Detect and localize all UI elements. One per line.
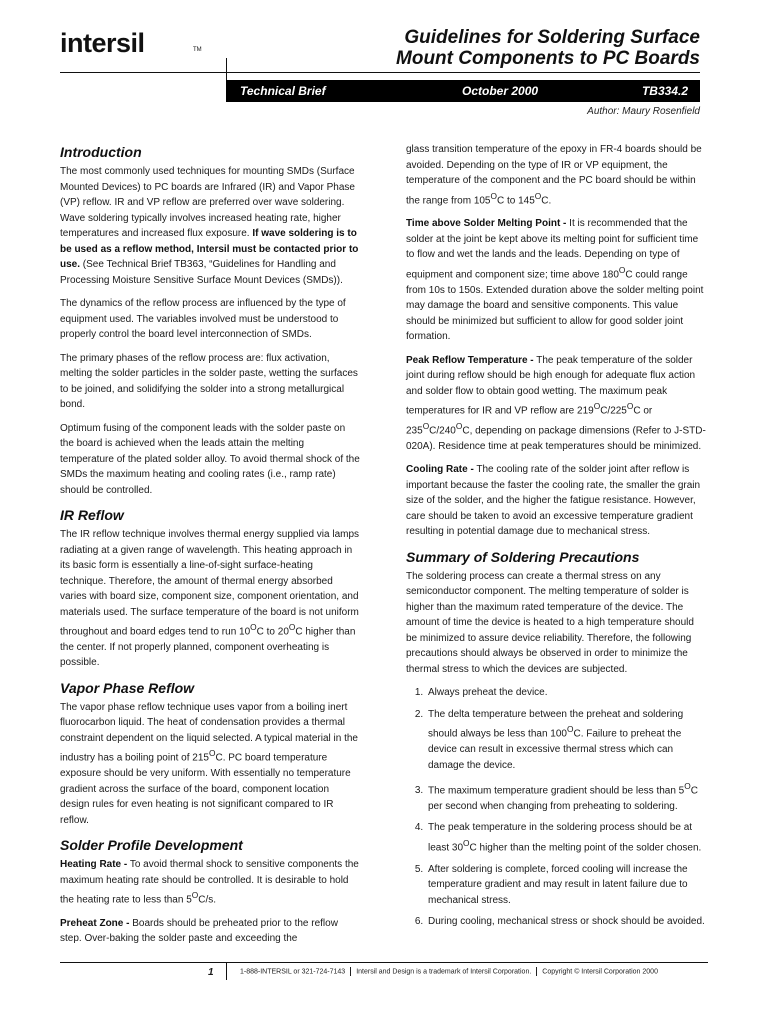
- header-divider: [226, 58, 227, 80]
- footer-rule: [60, 962, 708, 963]
- author-line: Author: Maury Rosenfield: [587, 106, 700, 117]
- title-line-1: Guidelines for Soldering Surface: [404, 27, 700, 48]
- peak-reflow-paragraph: Peak Reflow Temperature - The peak temperature of the solder joint during reflow should be high enough for adequate flux action and solder flow to obtain good wetting. The maximum peak temperatures for IR and VP reflow are $219^OC/225^OC$ or $235^OC/240^OC$, depending on package dimensions (Refer to J-STD-020A). Residence time at peak temperatures should be minimized.: [406, 354, 706, 452]
- ir-reflow-paragraph: The IR reflow technique involves thermal energy supplied via lamps radiating at a given range of wavelength. This heating approach in its basic form is essentially a line-of-sight surface-heating technique. Therefore, the amount of thermal energy absorbed varies with board size, component size, component orientation, and materials used. The surface temperature of the board is not uniform throughout and board edges tend to run $10^OC$ to $20^OC$ higher than the center. If not properly planned, component overheating is possible.: [60, 529, 360, 669]
- list-item: 2. The delta temperature between the preheat and soldering should always be less than $100^OC$. Failure to preheat the device can result in excessive thermal stress which can damage the device.: [426, 707, 706, 773]
- page-number: 1: [208, 967, 214, 978]
- footer-trademark: Intersil and Design is a trademark of Intersil Corporation.: [356, 968, 532, 976]
- banner-date: October 2000: [462, 84, 539, 98]
- list-item: 5. After soldering is complete, forced cooling will increase the temperature gradient and may result in latent failure due to mechanical stress.: [426, 862, 706, 909]
- intro-paragraph-2: The dynamics of the reflow process are influenced by the type of equipment used. The variables involved must be understood to properly control the board level interconnection of SMDs.: [60, 298, 346, 340]
- ir-reflow-heading: IR Reflow: [60, 507, 124, 523]
- summary-paragraph: The soldering process can create a thermal stress on any semiconductor component. The melting temperature of solder is higher than the maximum rated temperature of the device. The amount of time the device is heated to a high temperature should be minimized to assure device reliability. Therefore, the following precautions should always be observed in order to minimize the thermal stress to which the devices are subjected.: [406, 570, 694, 675]
- document-title: [396, 27, 700, 69]
- heating-rate-paragraph: Heating Rate - To avoid thermal shock to sensitive components the maximum heating rate should be controlled. It is desirable to hold the heating rate to less than $5^OC/s$.: [60, 859, 359, 906]
- footer-text: [240, 967, 658, 976]
- intro-paragraph-4: Optimum fusing of the component leads with the solder paste on the board is achieved when the leads attain the melting temperature of the plated solder alloy. To avoid thermal shock of the SMDs the maximum heating and cooling rates (i.e., ramp rate) should be controlled.: [60, 422, 360, 496]
- introduction-heading: Introduction: [60, 144, 142, 160]
- left-column: [60, 143, 360, 955]
- intersil-logo: intersil: [60, 28, 145, 58]
- list-item: 6. During cooling, mechanical stress or shock should be avoided.: [426, 914, 706, 930]
- precautions-list: [406, 685, 706, 929]
- cooling-rate-paragraph: Cooling Rate - The cooling rate of the solder joint after reflow is important because the faster the cooling rate, the smaller the grain size of the solder, and the higher the fatigue resistance. However, care should be taken to avoid an excessive temperature gradient resulting in potential damage due to mechanical stress.: [406, 464, 701, 538]
- continued-paragraph: glass transition temperature of the epoxy in FR-4 boards should be avoided. Depending on the type of IR or VP equipment, the temperature of the component and the PC board should be within the range from $105^OC$ to $145^OC$.: [406, 144, 702, 206]
- list-item: 3. The maximum temperature gradient should be less than $5^OC$ per second when changing from preheating to soldering.: [426, 779, 706, 814]
- footer-divider: [226, 962, 227, 980]
- footer-phone: 1-888-INTERSIL or 321-724-7143: [240, 968, 346, 976]
- banner-doc-type: Technical Brief: [240, 84, 326, 98]
- intro-paragraph-3: The primary phases of the reflow process are: flux activation, melting the solder particles in the solder paste, wetting the surfaces to be joined, and solidifying the solder into a strong metallurgical bond.: [60, 352, 358, 410]
- wave-soldering-warning: If wave soldering is to be used as a reflow method, Intersil must be contacted prior to use.: [60, 228, 359, 270]
- header-rule: [60, 72, 700, 73]
- summary-heading: Summary of Soldering Precautions: [406, 548, 640, 565]
- footer-copyright: Copyright © Intersil Corporation 2000: [542, 968, 658, 976]
- header-banner: [226, 80, 700, 102]
- list-item: 1. Always preheat the device.: [426, 685, 706, 701]
- solder-profile-heading: Solder Profile Development: [60, 837, 243, 854]
- intro-paragraph-1: The most commonly used techniques for mounting SMDs (Surface Mounted Devices) to PC boards are Infrared (IR) and Vapor Phase (VP) reflow. IR and VP reflow are preferred over wave soldering. Wave soldering typically involves increased heating rate, higher temperatures and increased flux exposure. If wave soldering is to be used as a reflow method, Intersil must be contacted prior to use. (See Technical Brief TB363, “Guidelines for Handling and Processing Moisture Sensitive Surface Mount Devices (SMDs)).: [60, 166, 359, 286]
- title-line-2: Mount Components to PC Boards: [396, 48, 700, 69]
- vapor-phase-heading: Vapor Phase Reflow: [60, 679, 195, 696]
- trademark-mark: TM: [193, 47, 202, 53]
- time-above-melting-paragraph: Time above Solder Melting Point - It is recommended that the solder at the joint be kept above its melting point for sufficient time to flow and wet the lands and the leads. Depending on type of equipment and component size; time above $180^OC$ could range from 10s to 150s. Extended duration above the solder melting point may damage the board and sensitive components. This value should be minimized but sufficient to allow for good solder joint formation.: [406, 218, 704, 343]
- vapor-phase-paragraph: The vapor phase reflow technique uses vapor from a boiling inert fluorocarbon liquid. The heat of condensation provides a thermal constraint dependent on the liquid selected. A typical material in the industry has a boiling point of $215^OC$. PC board temperature exposure should be very uniform. With essentially no temperature gradient across the surface of the board, component location design rules for even heating is not significant compared to IR reflow.: [60, 701, 358, 826]
- banner-doc-code: TB334.2: [641, 84, 688, 98]
- preheat-zone-paragraph: Preheat Zone - Boards should be preheated prior to the reflow step. Over-baking the solder paste and exceeding the: [60, 917, 338, 945]
- list-item: 4. The peak temperature in the soldering process should be at least $30^OC$ higher than the melting point of the solder chosen.: [426, 820, 706, 855]
- right-column: [406, 142, 706, 936]
